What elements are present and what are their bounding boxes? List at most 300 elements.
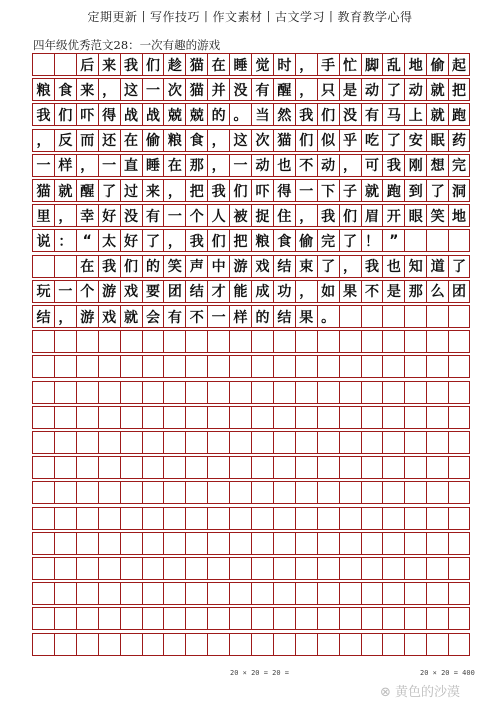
grid-cell [142, 382, 164, 403]
grid-cell: 戏 [98, 306, 120, 327]
grid-cell: 不 [185, 306, 207, 327]
grid-cell [54, 457, 76, 478]
grid-cell [295, 558, 317, 579]
grid-cell [426, 482, 448, 503]
grid-cell: 地 [448, 205, 470, 226]
grid-cell [32, 583, 54, 604]
grid-cell [426, 382, 448, 403]
grid-cell: 们 [120, 256, 142, 277]
grid-cell [426, 508, 448, 529]
grid-cell: 是 [339, 79, 361, 100]
grid-cell: 功 [273, 281, 295, 302]
grid-cell: 一 [142, 79, 164, 100]
grid-cell [207, 482, 229, 503]
grid-cell [404, 533, 426, 554]
grid-cell [317, 457, 339, 478]
grid-cell: 了 [339, 230, 361, 251]
grid-cell: 醒 [273, 79, 295, 100]
grid-cell: 动 [251, 155, 273, 176]
grid-cell [185, 407, 207, 428]
grid-cell [448, 457, 470, 478]
grid-cell [76, 608, 98, 629]
grid-cell [361, 482, 383, 503]
grid-cell [339, 583, 361, 604]
grid-cell [273, 533, 295, 554]
grid-cell [295, 533, 317, 554]
grid-cell [76, 331, 98, 352]
grid-row [32, 255, 470, 278]
grid-cell [185, 634, 207, 655]
grid-cell: 结 [273, 256, 295, 277]
grid-cell [229, 583, 251, 604]
grid-cell: 粮 [163, 130, 185, 151]
grid-cell [361, 432, 383, 453]
grid-cell: 了 [98, 180, 120, 201]
grid-cell: 们 [207, 230, 229, 251]
grid-cell: 能 [229, 281, 251, 302]
grid-cell [76, 558, 98, 579]
grid-cell: 直 [120, 155, 142, 176]
grid-row [32, 204, 470, 227]
grid-cell [251, 583, 273, 604]
grid-row [32, 154, 470, 177]
grid-cell: ， [163, 230, 185, 251]
grid-cell [339, 432, 361, 453]
grid-cell: 那 [185, 155, 207, 176]
grid-cell [163, 457, 185, 478]
grid-cell: 样 [54, 155, 76, 176]
grid-cell: 游 [98, 281, 120, 302]
grid-cell: 偷 [426, 54, 448, 75]
grid-cell: 人 [207, 205, 229, 226]
grid-cell [32, 508, 54, 529]
grid-cell [163, 533, 185, 554]
grid-cell [251, 432, 273, 453]
grid-cell [361, 407, 383, 428]
grid-cell: 我 [361, 256, 383, 277]
grid-cell [120, 558, 142, 579]
grid-cell [120, 407, 142, 428]
grid-cell [273, 432, 295, 453]
grid-cell [273, 634, 295, 655]
grid-cell: ” [382, 230, 404, 251]
grid-cell [229, 508, 251, 529]
grid-cell [295, 634, 317, 655]
grid-cell [54, 331, 76, 352]
grid-cell [404, 306, 426, 327]
grid-cell [361, 558, 383, 579]
grid-cell: 吓 [76, 104, 98, 125]
grid-cell [54, 407, 76, 428]
grid-cell [361, 382, 383, 403]
grid-cell [185, 382, 207, 403]
grid-cell [142, 457, 164, 478]
grid-cell [142, 533, 164, 554]
grid-cell [207, 457, 229, 478]
grid-cell [120, 382, 142, 403]
grid-cell: ， [163, 180, 185, 201]
grid-cell [404, 331, 426, 352]
grid-cell: 来 [76, 79, 98, 100]
grid-cell [207, 508, 229, 529]
grid-row [32, 280, 470, 303]
grid-cell: 就 [426, 104, 448, 125]
grid-cell [76, 482, 98, 503]
grid-cell: 的 [207, 104, 229, 125]
grid-cell: 。 [229, 104, 251, 125]
grid-cell: ， [295, 79, 317, 100]
grid-cell [229, 457, 251, 478]
grid-cell [273, 583, 295, 604]
grid-cell: 我 [207, 180, 229, 201]
grid-cell [185, 583, 207, 604]
grid-cell: ， [54, 306, 76, 327]
grid-cell [317, 356, 339, 377]
grid-cell: 在 [163, 155, 185, 176]
grid-cell: 一 [229, 155, 251, 176]
grid-cell [426, 331, 448, 352]
grid-cell [273, 356, 295, 377]
grid-cell: 笑 [163, 256, 185, 277]
grid-cell: 安 [404, 130, 426, 151]
grid-row [32, 355, 470, 378]
grid-cell [251, 356, 273, 377]
grid-cell [76, 407, 98, 428]
grid-cell: 动 [361, 79, 383, 100]
grid-cell: 手 [317, 54, 339, 75]
grid-cell [120, 482, 142, 503]
grid-cell: 洞 [448, 180, 470, 201]
grid-cell: 开 [382, 205, 404, 226]
grid-cell [448, 558, 470, 579]
grid-cell: 趁 [163, 54, 185, 75]
grid-cell: 这 [229, 130, 251, 151]
grid-cell: 如 [317, 281, 339, 302]
grid-cell: 粮 [32, 79, 54, 100]
grid-cell [229, 482, 251, 503]
grid-cell [185, 457, 207, 478]
grid-cell [163, 382, 185, 403]
grid-cell [426, 230, 448, 251]
grid-cell [295, 432, 317, 453]
grid-cell: 里 [32, 205, 54, 226]
grid-cell: 们 [317, 104, 339, 125]
manuscript-grid [32, 53, 470, 658]
grid-cell [448, 331, 470, 352]
grid-cell: 次 [251, 130, 273, 151]
grid-cell [361, 533, 383, 554]
grid-cell: 得 [98, 104, 120, 125]
grid-cell [339, 407, 361, 428]
grid-cell: 就 [426, 79, 448, 100]
grid-cell [448, 533, 470, 554]
grid-cell [339, 382, 361, 403]
grid-cell [32, 608, 54, 629]
grid-cell [207, 356, 229, 377]
grid-cell: 后 [76, 54, 98, 75]
grid-cell [426, 558, 448, 579]
grid-cell: 结 [273, 306, 295, 327]
grid-cell [339, 331, 361, 352]
grid-cell [273, 331, 295, 352]
grid-cell [251, 482, 273, 503]
grid-cell [207, 407, 229, 428]
grid-cell: 们 [295, 130, 317, 151]
grid-cell: 玩 [32, 281, 54, 302]
grid-cell: 捉 [251, 205, 273, 226]
grid-cell: 了 [142, 230, 164, 251]
grid-cell [207, 634, 229, 655]
grid-cell [295, 382, 317, 403]
grid-cell [229, 331, 251, 352]
grid-cell: 把 [185, 180, 207, 201]
grid-cell: 我 [185, 230, 207, 251]
grid-cell [295, 457, 317, 478]
grid-cell [361, 634, 383, 655]
grid-cell [251, 634, 273, 655]
grid-cell: 这 [120, 79, 142, 100]
grid-row [32, 456, 470, 479]
grid-cell: 似 [317, 130, 339, 151]
grid-cell [207, 558, 229, 579]
grid-cell [317, 482, 339, 503]
grid-cell [54, 608, 76, 629]
grid-cell [207, 331, 229, 352]
grid-cell: 猫 [32, 180, 54, 201]
grid-cell: 束 [295, 256, 317, 277]
grid-cell [273, 608, 295, 629]
grid-cell [98, 382, 120, 403]
grid-cell [295, 583, 317, 604]
grid-cell: 当 [251, 104, 273, 125]
grid-cell: 才 [207, 281, 229, 302]
grid-cell [339, 508, 361, 529]
watermark: ⊗ 黄色的沙漠 [380, 685, 461, 700]
grid-cell: 完 [448, 155, 470, 176]
grid-cell [317, 583, 339, 604]
grid-cell [448, 230, 470, 251]
grid-cell [382, 508, 404, 529]
grid-cell: 眠 [426, 130, 448, 151]
grid-cell [251, 331, 273, 352]
grid-cell: 有 [361, 104, 383, 125]
grid-cell: 太 [98, 230, 120, 251]
grid-cell [404, 608, 426, 629]
grid-row [32, 381, 470, 404]
grid-cell [32, 482, 54, 503]
grid-cell [98, 634, 120, 655]
grid-cell [448, 583, 470, 604]
grid-cell: 也 [382, 256, 404, 277]
grid-cell [98, 558, 120, 579]
grid-cell [185, 558, 207, 579]
grid-cell: 猫 [273, 130, 295, 151]
grid-cell: 乱 [382, 54, 404, 75]
grid-cell [339, 533, 361, 554]
grid-cell [185, 608, 207, 629]
grid-cell [32, 407, 54, 428]
grid-cell: 偷 [142, 130, 164, 151]
grid-cell [98, 432, 120, 453]
grid-cell: ： [54, 230, 76, 251]
grid-cell [32, 457, 54, 478]
grid-cell [251, 457, 273, 478]
grid-cell: 粮 [251, 230, 273, 251]
grid-cell [317, 331, 339, 352]
grid-cell [120, 457, 142, 478]
grid-row [32, 582, 470, 605]
grid-cell: 们 [54, 104, 76, 125]
grid-cell [273, 407, 295, 428]
grid-cell: 觉 [251, 54, 273, 75]
grid-cell: 们 [229, 180, 251, 201]
grid-cell: 偷 [295, 230, 317, 251]
grid-cell [120, 508, 142, 529]
grid-cell [251, 382, 273, 403]
grid-cell [54, 583, 76, 604]
grid-cell: 了 [426, 180, 448, 201]
grid-cell [207, 432, 229, 453]
grid-cell: 游 [229, 256, 251, 277]
page-count-left: 20 × 20 = 20 = [230, 669, 290, 677]
grid-cell: 不 [295, 155, 317, 176]
grid-cell [120, 583, 142, 604]
page-count-right: 20 × 20 = 400 [420, 669, 475, 677]
grid-cell: 中 [207, 256, 229, 277]
grid-cell [185, 356, 207, 377]
grid-cell [98, 457, 120, 478]
grid-cell: 一 [295, 180, 317, 201]
grid-cell: 我 [382, 155, 404, 176]
grid-cell [448, 482, 470, 503]
grid-cell [32, 382, 54, 403]
grid-cell: 还 [98, 130, 120, 151]
grid-cell: 动 [404, 79, 426, 100]
grid-cell [207, 608, 229, 629]
grid-cell: 就 [361, 180, 383, 201]
grid-cell [382, 407, 404, 428]
grid-cell: 。 [317, 306, 339, 327]
grid-cell: 一 [163, 205, 185, 226]
grid-cell [404, 230, 426, 251]
grid-cell: 次 [163, 79, 185, 100]
grid-row [32, 179, 470, 202]
grid-cell [295, 482, 317, 503]
grid-cell [361, 356, 383, 377]
grid-cell [98, 407, 120, 428]
grid-cell [98, 508, 120, 529]
grid-cell [98, 331, 120, 352]
grid-cell: 只 [317, 79, 339, 100]
grid-cell [295, 608, 317, 629]
grid-cell: 了 [382, 79, 404, 100]
grid-cell: 会 [142, 306, 164, 327]
grid-cell [382, 382, 404, 403]
grid-cell [448, 407, 470, 428]
grid-cell: 我 [98, 256, 120, 277]
grid-cell [317, 407, 339, 428]
grid-cell: 我 [317, 205, 339, 226]
grid-cell [382, 306, 404, 327]
grid-cell [251, 608, 273, 629]
grid-cell: 过 [120, 180, 142, 201]
grid-cell: 睡 [229, 54, 251, 75]
grid-cell [54, 256, 76, 277]
grid-cell [142, 356, 164, 377]
grid-cell: 动 [317, 155, 339, 176]
grid-cell: 游 [76, 306, 98, 327]
grid-cell: 我 [295, 104, 317, 125]
grid-cell [120, 356, 142, 377]
grid-cell [142, 482, 164, 503]
grid-cell [448, 382, 470, 403]
grid-cell [142, 508, 164, 529]
grid-row [32, 103, 470, 126]
grid-cell [273, 508, 295, 529]
grid-cell: 食 [185, 130, 207, 151]
grid-cell: 可 [361, 155, 383, 176]
grid-cell [295, 331, 317, 352]
grid-cell: 药 [448, 130, 470, 151]
grid-cell [404, 558, 426, 579]
grid-cell: 被 [229, 205, 251, 226]
grid-cell: ， [54, 205, 76, 226]
grid-cell [142, 432, 164, 453]
grid-cell: 战 [120, 104, 142, 125]
grid-cell [339, 608, 361, 629]
grid-cell [382, 634, 404, 655]
grid-cell [273, 382, 295, 403]
grid-cell: 了 [448, 256, 470, 277]
grid-cell [120, 533, 142, 554]
grid-cell [404, 457, 426, 478]
grid-cell [382, 558, 404, 579]
grid-cell: 是 [382, 281, 404, 302]
grid-cell: 战 [142, 104, 164, 125]
grid-cell [317, 634, 339, 655]
grid-cell [163, 508, 185, 529]
grid-cell: 想 [426, 155, 448, 176]
grid-cell [76, 533, 98, 554]
grid-cell [339, 356, 361, 377]
grid-cell [404, 634, 426, 655]
grid-cell: 也 [273, 155, 295, 176]
grid-cell: 起 [448, 54, 470, 75]
grid-cell: 在 [76, 256, 98, 277]
grid-cell [404, 508, 426, 529]
grid-cell: 了 [382, 130, 404, 151]
grid-cell [54, 508, 76, 529]
grid-cell [142, 583, 164, 604]
grid-cell [382, 533, 404, 554]
grid-cell [207, 382, 229, 403]
grid-cell: 幸 [76, 205, 98, 226]
grid-cell: 们 [339, 205, 361, 226]
grid-cell [185, 432, 207, 453]
grid-cell [185, 533, 207, 554]
grid-cell [142, 558, 164, 579]
grid-cell [448, 306, 470, 327]
grid-cell [54, 482, 76, 503]
grid-cell [317, 558, 339, 579]
grid-cell [142, 407, 164, 428]
grid-cell [339, 634, 361, 655]
grid-cell: 结 [32, 306, 54, 327]
grid-cell [251, 407, 273, 428]
grid-row [32, 129, 470, 152]
grid-cell [163, 432, 185, 453]
grid-cell [382, 608, 404, 629]
